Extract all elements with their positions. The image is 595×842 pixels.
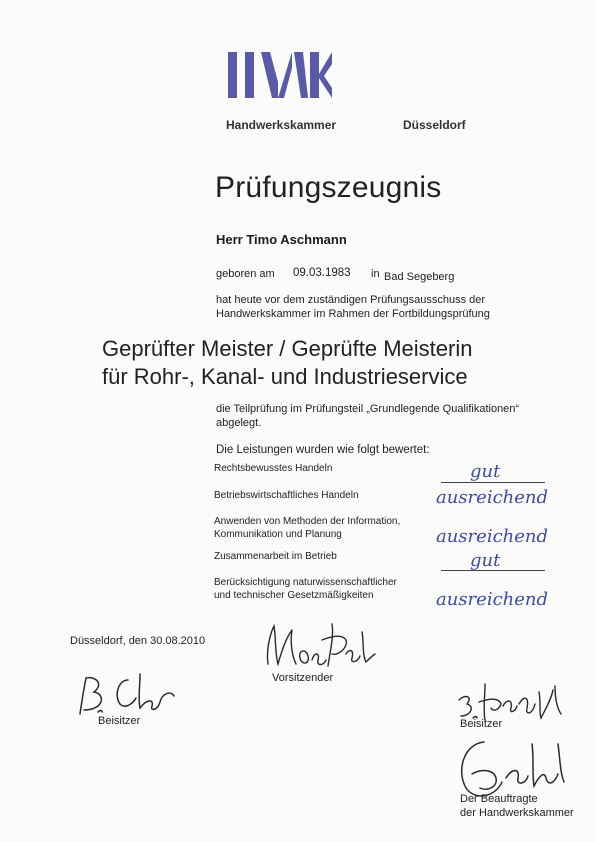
grade-value-3: ausreichend: [436, 526, 549, 547]
org-city: Düsseldorf: [403, 118, 466, 132]
born-date: 09.03.1983: [293, 267, 351, 279]
grades-intro: Die Leistungen wurden wie folgt bewertet:: [216, 444, 430, 456]
place-date: Düsseldorf, den 30.08.2010: [70, 635, 206, 647]
holder-name: Herr Timo Aschmann: [216, 232, 347, 247]
assessor-left-signature: [70, 670, 180, 718]
part-line-2: abgelegt.: [216, 417, 262, 429]
grade-line-1: [441, 482, 545, 483]
grade-subject-4: Zusammenarbeit im Betrieb: [214, 551, 337, 562]
grade-subject-3-line-2: Kommunikation und Planung: [214, 529, 342, 540]
grade-value-5: ausreichend: [436, 589, 549, 610]
commissioner-line-1: Der Beauftragte: [460, 793, 538, 805]
grade-subject-5-line-1: Berücksichtigung naturwissenschaftlicher: [214, 577, 397, 588]
grade-subject-1: Rechtsbewusstes Handeln: [214, 463, 333, 474]
chair-label: Vorsitzender: [272, 672, 334, 684]
chair-signature: [262, 620, 377, 672]
statement-line-1: hat heute vor dem zuständigen Prüfungsausschuss der: [216, 294, 486, 306]
grade-value-2: ausreichend: [436, 487, 549, 508]
born-place: Bad Segeberg: [384, 271, 455, 283]
part-line-1: die Teilprüfung im Prüfungsteil „Grundlegende Qualifikationen“: [216, 403, 520, 415]
commissioner-line-2: der Handwerkskammer: [460, 807, 574, 819]
grade-value-4: gut: [470, 550, 501, 571]
grade-subject-2: Betriebswirtschaftliches Handeln: [214, 490, 359, 501]
certificate-title: Prüfungszeugnis: [215, 171, 442, 204]
statement-line-2: Handwerkskammer im Rahmen der Fortbildungsprüfung: [216, 308, 490, 320]
born-label: geboren am: [216, 268, 275, 280]
qualification-line-1: Geprüfter Meister / Geprüfte Meisterin: [102, 336, 473, 361]
assessor-right-label: Beisitzer: [460, 718, 503, 730]
org-name: Handwerkskammer: [226, 118, 337, 132]
qualification-line-2: für Rohr-, Kanal- und Industrieservice: [102, 364, 468, 389]
grade-subject-3-line-1: Anwenden von Methoden der Information,: [214, 516, 401, 527]
grade-value-1: gut: [470, 461, 501, 482]
born-in-label: in: [371, 268, 380, 280]
grade-subject-5-line-2: und technischer Gesetzmäßigkeiten: [214, 590, 374, 601]
assessor-left-label: Beisitzer: [98, 715, 141, 727]
hwk-logo: [228, 52, 332, 98]
